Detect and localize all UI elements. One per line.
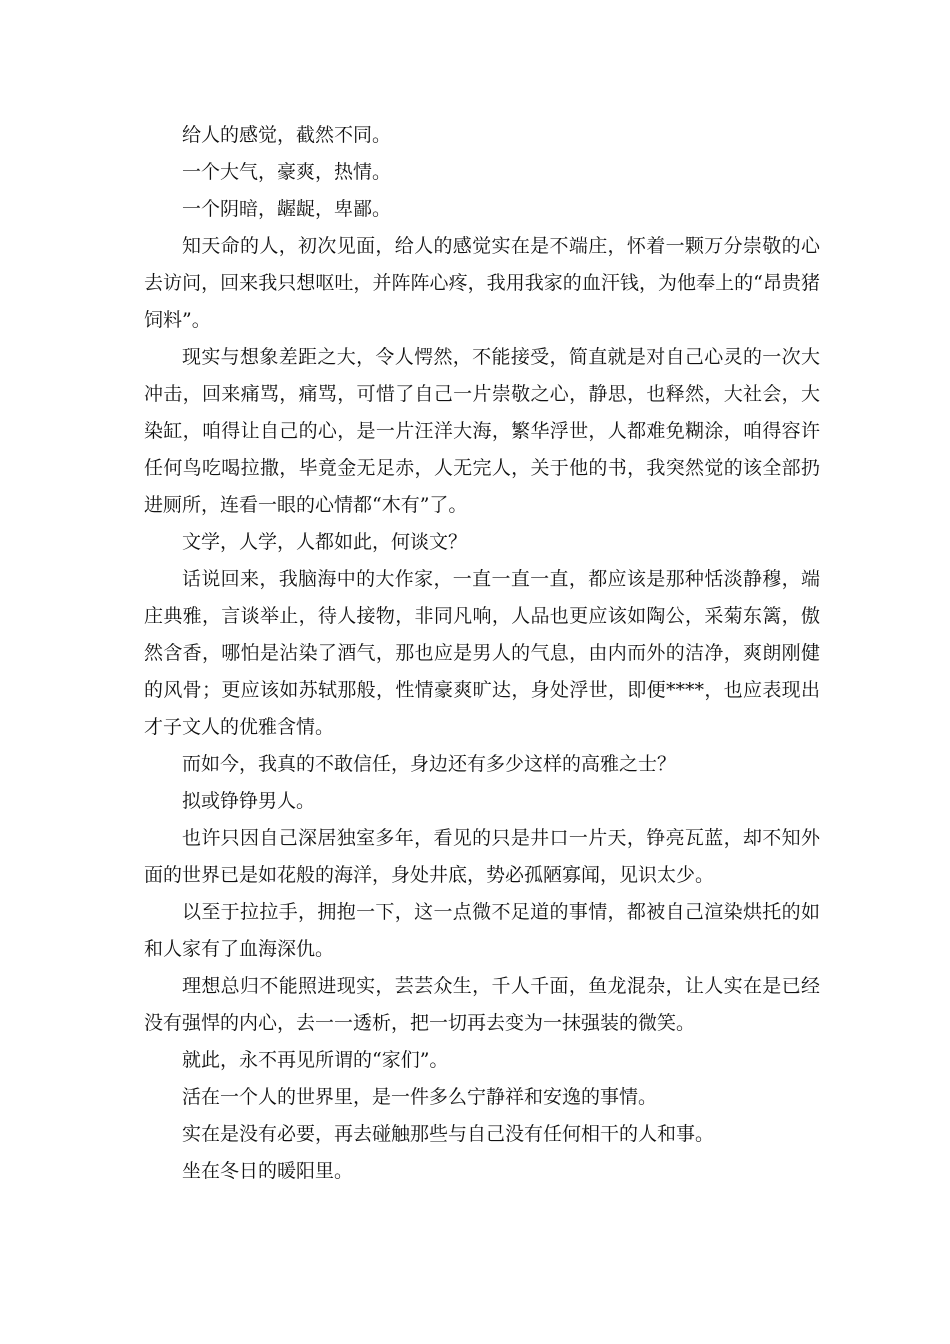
paragraph: 就此，永不再见所谓的“家们”。 — [182, 1049, 449, 1071]
paragraph: 知天命的人，初次见面，给人的感觉实在是不端庄，怀着一颗万分崇敬的心去访问，回来我只想呕吐，并阵阵心疼，我用我家的血汗钱，为他奉上的“昂贵猪饲料”。 — [144, 235, 820, 331]
paragraph: 现实与想象差距之大，令人愕然，不能接受，简直就是对自己心灵的一次大冲击，回来痛骂，痛骂，可惜了自己一片崇敬之心，静思，也释然，大社会，大染缸，咱得让自己的心，是一片汪洋大海，繁华浮世，人都难免糊涂，咱得容许任何鸟吃喝拉撒，毕竟金无足赤，人无完人，关于他的书，我突然觉的该全部扔进厕所，连看一眼的心情都“木有”了。 — [144, 346, 820, 516]
paragraph: 活在一个人的世界里，是一件多么宁静祥和安逸的事情。 — [182, 1086, 658, 1108]
article-body — [144, 117, 820, 1190]
paragraph: 给人的感觉，截然不同。 — [182, 124, 392, 146]
paragraph: 坐在冬日的暖阳里。 — [182, 1160, 354, 1182]
paragraph: 以至于拉拉手，拥抱一下，这一点微不足道的事情，都被自己渲染烘托的如和人家有了血海深仇。 — [144, 901, 820, 960]
paragraph: 实在是没有必要，再去碰触那些与自己没有任何相干的人和事。 — [182, 1123, 715, 1145]
paragraph: 文学，人学，人都如此，何谈文？ — [182, 531, 468, 553]
paragraph: 而如今，我真的不敢信任，身边还有多少这样的高雅之士？ — [182, 753, 677, 775]
paragraph: 一个阴暗，龌龊，卑鄙。 — [182, 198, 392, 220]
paragraph: 拟或铮铮男人。 — [182, 790, 316, 812]
paragraph: 也许只因自己深居独室多年，看见的只是井口一片天，铮亮瓦蓝，却不知外面的世界已是如花般的海洋，身处井底，势必孤陋寡闻，见识太少。 — [144, 827, 820, 886]
paragraph: 话说回来，我脑海中的大作家，一直一直一直，都应该是那种恬淡静穆，端庄典雅，言谈举止，待人接物，非同凡响，人品也更应该如陶公，采菊东篱，傲然含香，哪怕是沾染了酒气，那也应是男人的气息，由内而外的洁净，爽朗刚健的风骨；更应该如苏轼那般，性情豪爽旷达，身处浮世，即便****，也应表现出才子文人的优雅含情。 — [144, 568, 820, 738]
paragraph: 理想总归不能照进现实，芸芸众生，千人千面，鱼龙混杂，让人实在是已经没有强悍的内心，去一一透析，把一切再去变为一抹强装的微笑。 — [144, 975, 820, 1034]
paragraph: 一个大气，豪爽，热情。 — [182, 161, 392, 183]
